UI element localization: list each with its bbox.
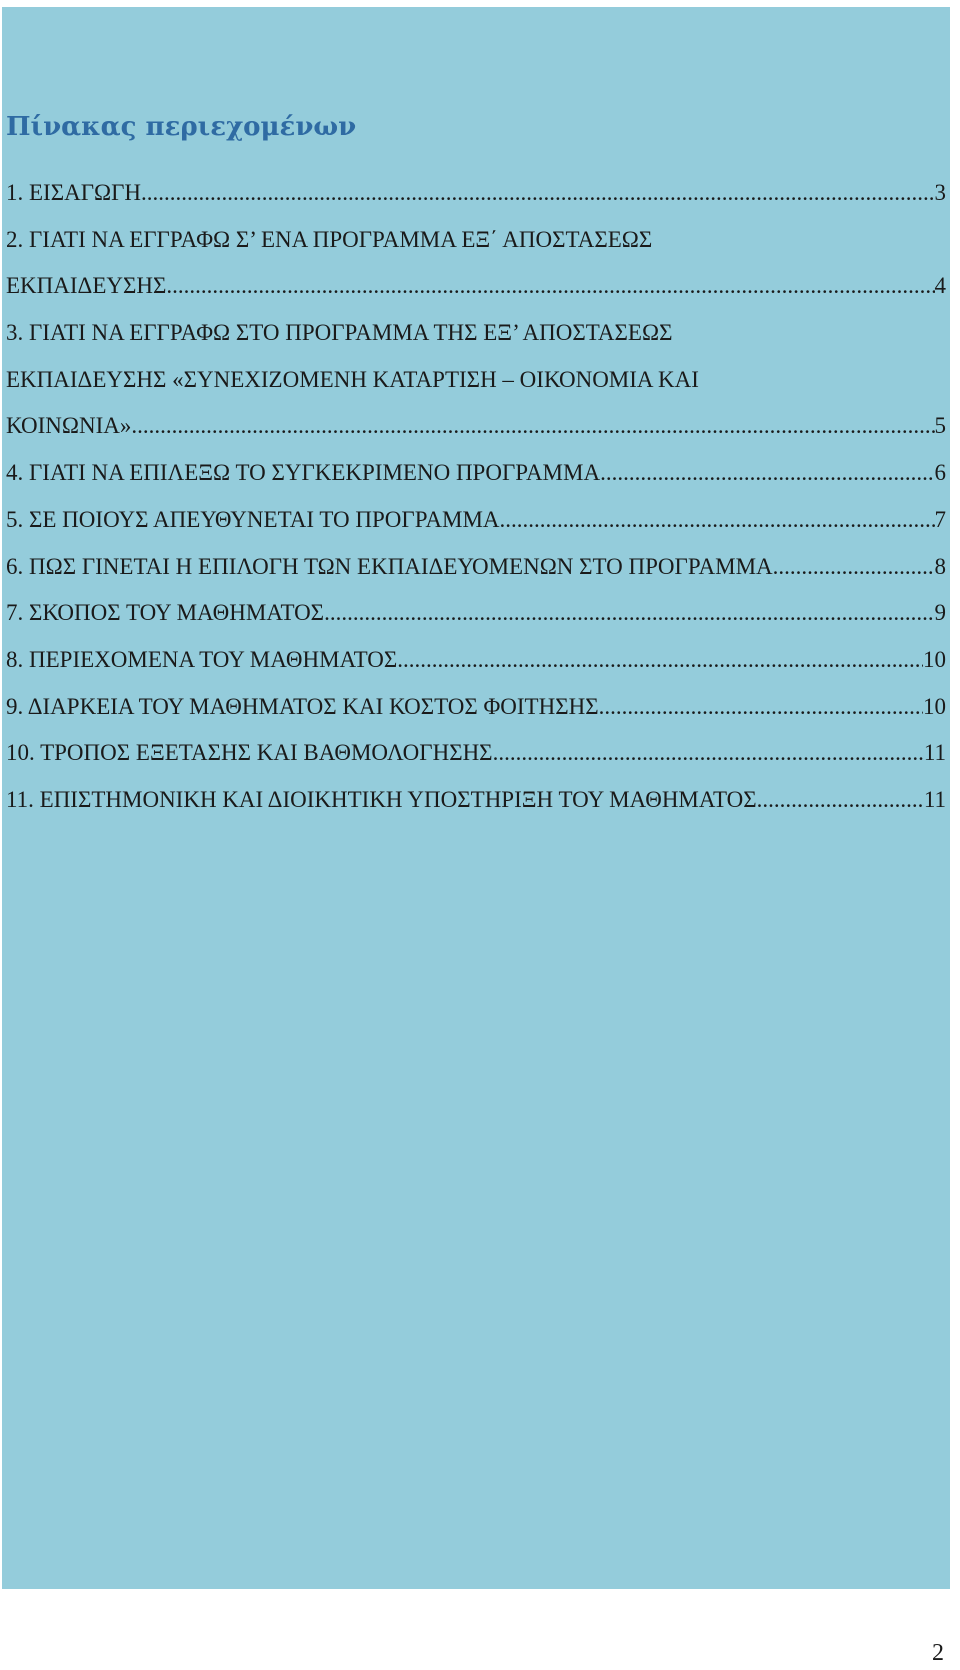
toc-entry-text: 1. ΕΙΣΑΓΩΓΗ: [6, 180, 142, 205]
toc-entry-last-line: [6, 450, 946, 497]
toc-entry[interactable]: [6, 590, 946, 637]
toc-entry-text: 11. ΕΠΙΣΤΗΜΟΝΙΚΗ ΚΑΙ ΔΙΟΙΚΗΤΙΚΗ ΥΠΟΣΤΗΡΙΞΗ ΤΟΥ ΜΑΘΗΜΑΤΟΣ: [6, 786, 757, 812]
toc-entry-text: 8. ΠΕΡΙΕΧΟΜΕΝΑ ΤΟΥ ΜΑΘΗΜΑΤΟΣ: [6, 646, 398, 672]
toc-page-number: 3: [934, 180, 946, 205]
toc-entry[interactable]: [6, 544, 946, 591]
toc-leader-dots: [166, 263, 934, 310]
toc-leader-dots: [600, 450, 934, 497]
toc-page-number: 11: [923, 786, 946, 812]
toc-entry-last-line: [6, 497, 946, 544]
toc-entry-text: ΕΚΠΑΙΔΕΥΣΗΣ: [6, 273, 167, 299]
toc-leader-dots: [131, 403, 934, 450]
toc-page-number: 5: [934, 413, 946, 439]
toc-entry-text: 10. ΤΡΟΠΟΣ ΕΞΕΤΑΣΗΣ ΚΑΙ ΒΑΘΜΟΛΟΓΗΣΗΣ: [6, 740, 493, 766]
toc-page-number: 9: [934, 600, 946, 626]
toc-leader-dots: [773, 544, 935, 591]
toc-title: Πίνακας περιεχομένων: [6, 112, 357, 142]
toc-entry[interactable]: [6, 217, 946, 310]
toc-entry-last-line: [6, 684, 946, 731]
toc-entry[interactable]: [6, 684, 946, 731]
toc-leader-dots: [397, 637, 923, 684]
toc-entry-text: 4. ΓΙΑΤΙ ΝΑ ΕΠΙΛΕΞΩ ΤΟ ΣΥΓΚΕΚΡΙΜΕΝΟ ΠΡΟΓΡΑΜΜΑ: [6, 460, 601, 486]
toc-entry[interactable]: [6, 310, 946, 450]
toc-leader-dots: [493, 730, 924, 777]
toc-entry-text: 6. ΠΩΣ ΓΙΝΕΤΑΙ Η ΕΠΙΛΟΓΗ ΤΩΝ ΕΚΠΑΙΔΕΥΟΜΕΝΩΝ ΣΤΟ ΠΡΟΓΡΑΜΜΑ: [6, 553, 773, 579]
toc-leader-dots: [757, 777, 924, 824]
toc-entry-text: 9. ΔΙΑΡΚΕΙΑ ΤΟΥ ΜΑΘΗΜΑΤΟΣ ΚΑΙ ΚΟΣΤΟΣ ΦΟΙΤΗΣΗΣ: [6, 693, 599, 719]
toc-entry[interactable]: [6, 497, 946, 544]
toc-leader-dots: [599, 684, 923, 731]
toc-page-number: 6: [934, 460, 946, 486]
toc-page-number: 7: [934, 506, 946, 532]
toc-page-number: 11: [923, 740, 946, 766]
toc-page-number: 10: [923, 646, 946, 672]
toc-entry[interactable]: [6, 777, 946, 824]
page-number: 2: [932, 1640, 944, 1666]
toc-leader-dots: [324, 590, 934, 637]
toc-entry-text: ΚΟΙΝΩΝΙΑ»: [6, 413, 132, 439]
toc-entry-last-line: [6, 544, 946, 591]
toc-entry-line: 2. ΓΙΑΤΙ ΝΑ ΕΓΓΡΑΦΩ Σ’ ΕΝΑ ΠΡΟΓΡΑΜΜΑ ΕΞ΄ ΑΠΟΣΤΑΣΕΩΣ: [6, 226, 653, 252]
toc-page-number: 4: [934, 273, 946, 299]
toc-entry-last-line: [6, 730, 946, 777]
toc-list: [6, 170, 946, 824]
toc-entry[interactable]: [6, 170, 946, 217]
toc-entry[interactable]: [6, 450, 946, 497]
toc-leader-dots: [500, 497, 935, 544]
toc-entry-last-line: [6, 403, 946, 450]
toc-leader-dots: [141, 170, 934, 217]
toc-entry-last-line: [6, 777, 946, 824]
toc-entry-last-line: [6, 263, 946, 310]
toc-page-number: 8: [934, 553, 946, 579]
toc-entry-line: ΕΚΠΑΙΔΕΥΣΗΣ «ΣΥΝΕΧΙΖΟΜΕΝΗ ΚΑΤΑΡΤΙΣΗ – ΟΙΚΟΝΟΜΙΑ ΚΑΙ: [6, 366, 699, 392]
toc-entry-line: 3. ΓΙΑΤΙ ΝΑ ΕΓΓΡΑΦΩ ΣΤΟ ΠΡΟΓΡΑΜΜΑ ΤΗΣ ΕΞ’ ΑΠΟΣΤΑΣΕΩΣ: [6, 320, 673, 346]
toc-entry-text: 5. ΣΕ ΠΟΙΟΥΣ ΑΠΕΥΘΥΝΕΤΑΙ ΤΟ ΠΡΟΓΡΑΜΜΑ: [6, 506, 500, 532]
toc-entry-last-line: [6, 590, 946, 637]
toc-entry-last-line: [6, 637, 946, 684]
toc-entry-last-line: [6, 170, 946, 217]
toc-entry[interactable]: [6, 637, 946, 684]
toc-entry-text: 7. ΣΚΟΠΟΣ ΤΟΥ ΜΑΘΗΜΑΤΟΣ: [6, 600, 325, 626]
toc-page-number: 10: [923, 693, 946, 719]
toc-entry[interactable]: [6, 730, 946, 777]
